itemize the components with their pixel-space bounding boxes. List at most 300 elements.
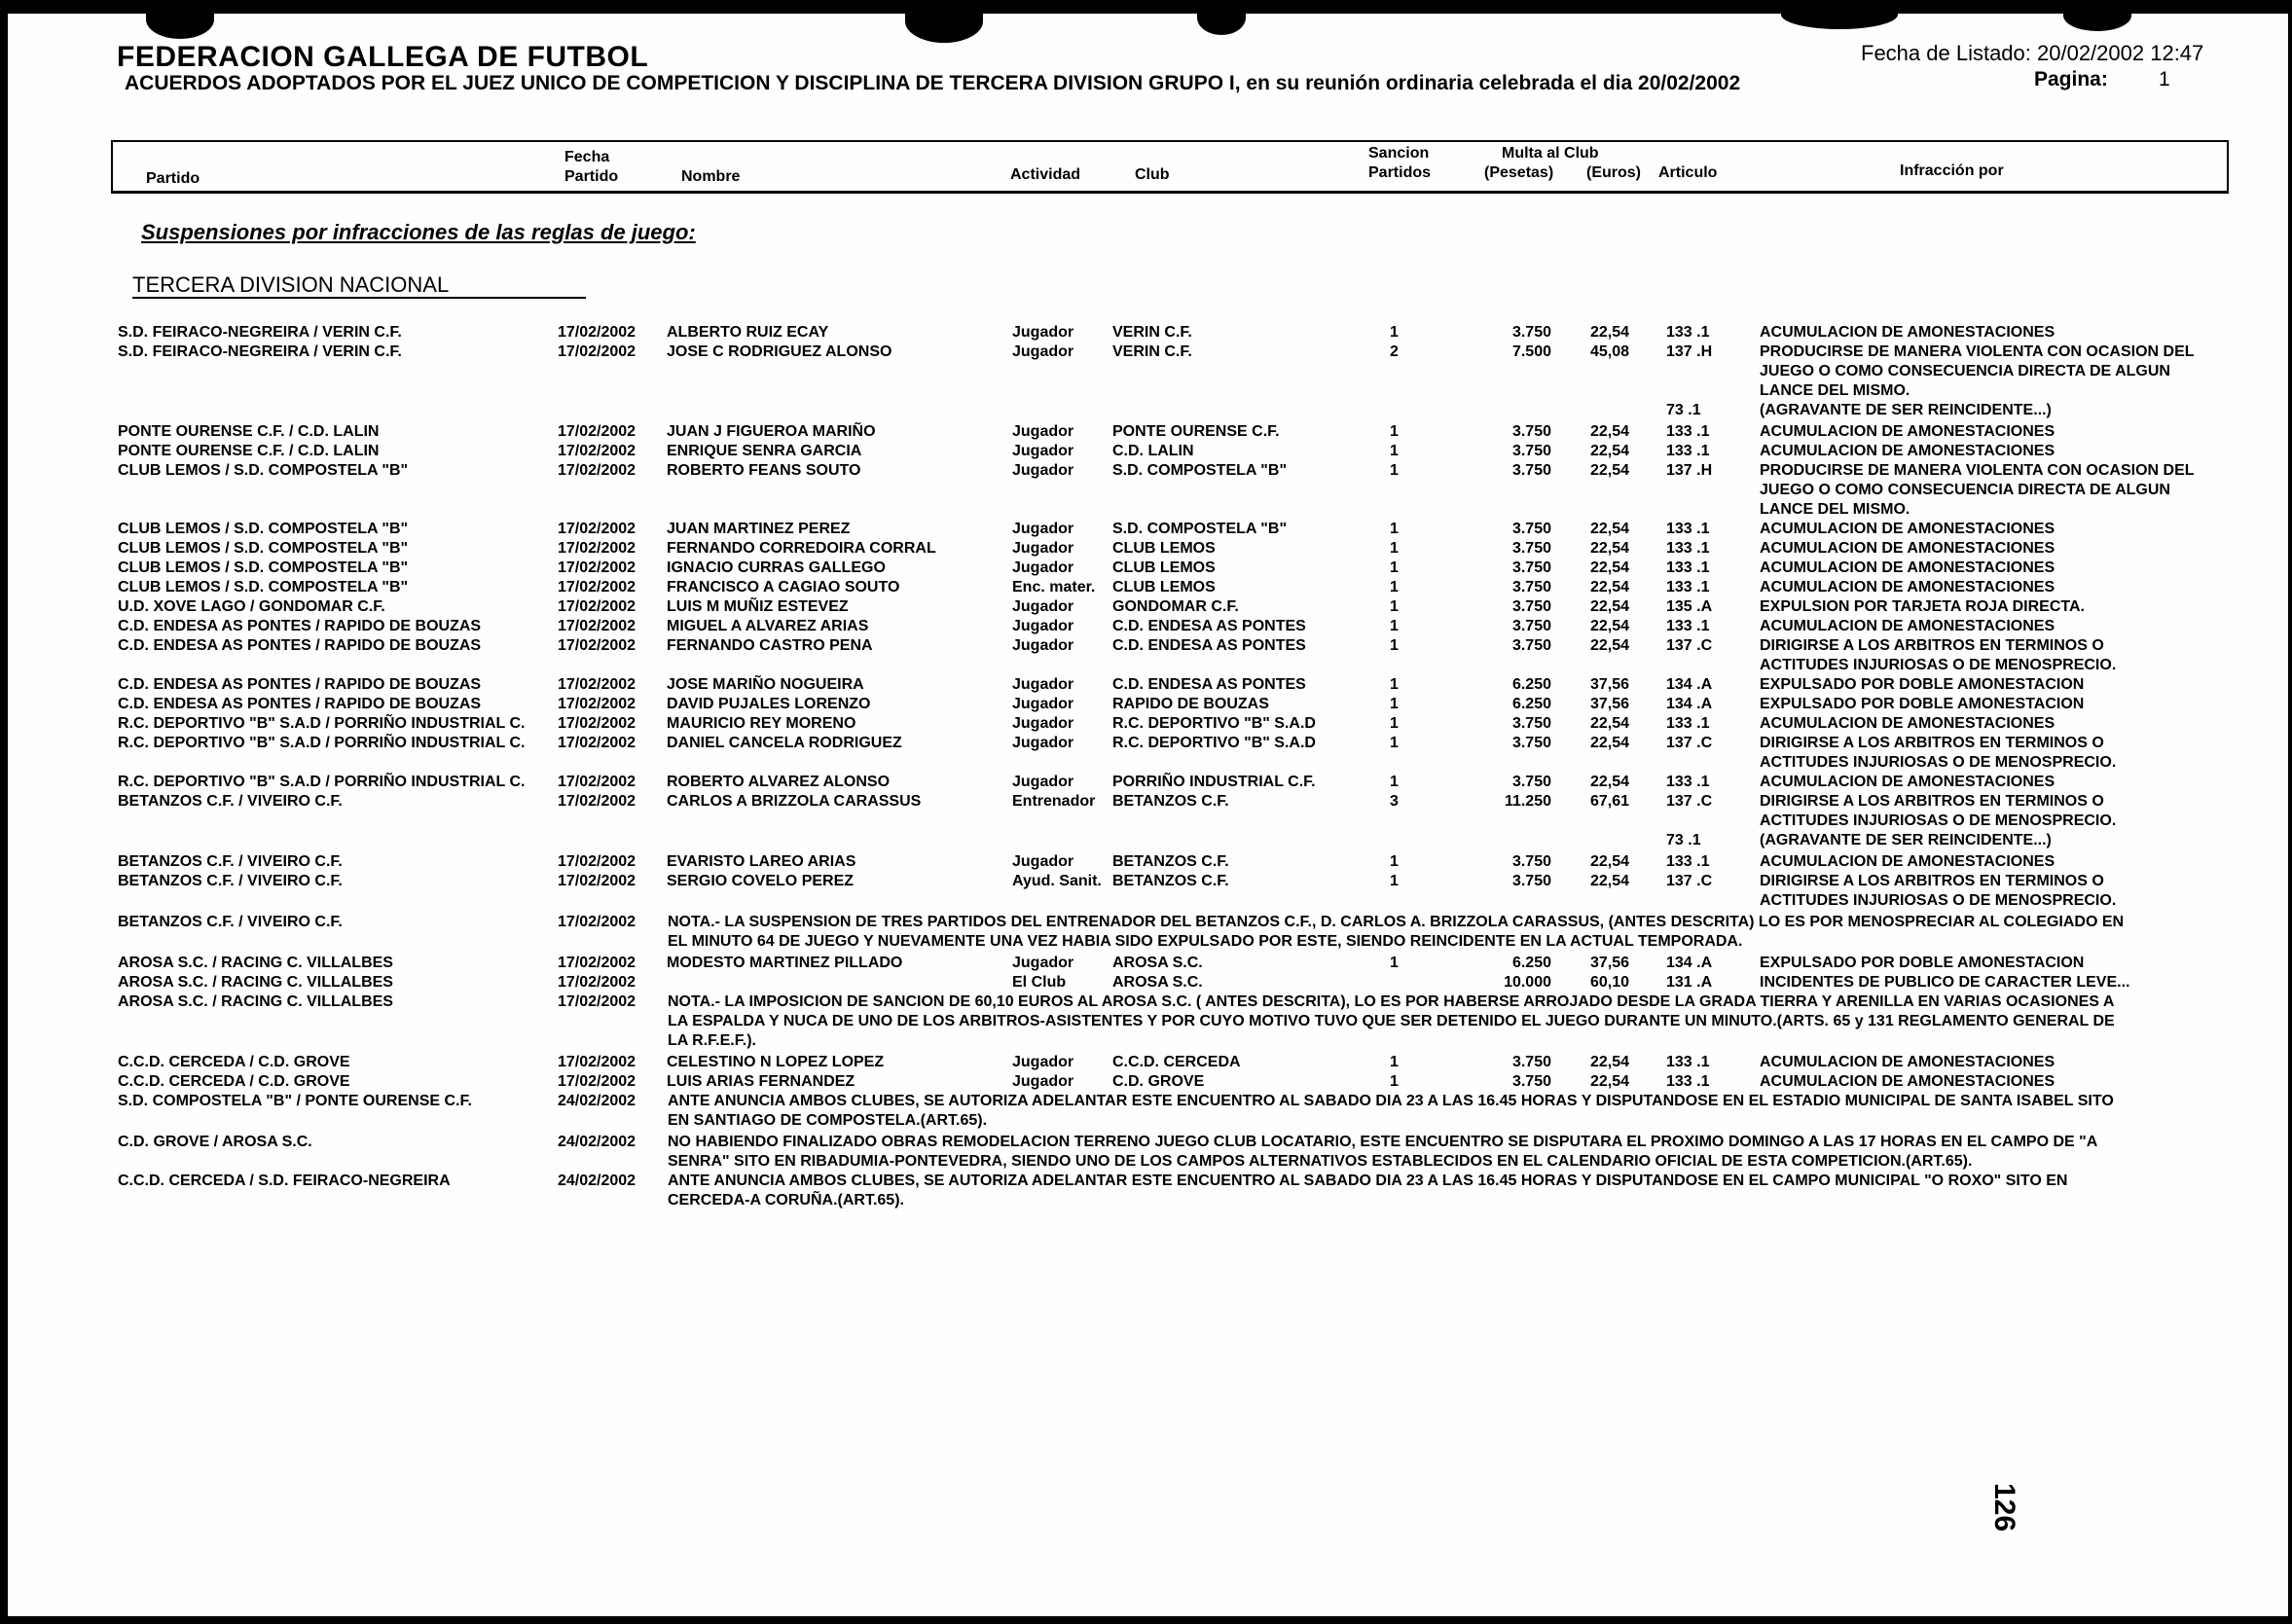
club-cell: C.C.D. CERCEDA xyxy=(1112,1054,1241,1070)
table-row xyxy=(0,520,2292,539)
note-cell: CERCEDA-A CORUÑA.(ART.65). xyxy=(668,1192,904,1209)
table-row xyxy=(0,954,2292,973)
fine-euros-cell: 22,54 xyxy=(1589,715,1629,732)
suspension-cell: 1 xyxy=(1390,853,1399,870)
page-number: 1 xyxy=(2159,68,2170,90)
club-cell: C.D. ENDESA AS PONTES xyxy=(1112,676,1306,693)
match-date-cell: 17/02/2002 xyxy=(558,462,637,479)
table-row xyxy=(0,932,2292,952)
col-articulo: Articulo xyxy=(1658,164,1718,181)
infraction-cell: EXPULSADO POR DOBLE AMONESTACION xyxy=(1760,676,2085,693)
table-row xyxy=(0,461,2292,481)
fine-pesetas-cell: 3.750 xyxy=(1511,324,1551,341)
infraction-cell: (AGRAVANTE DE SER REINCIDENTE...) xyxy=(1760,832,2052,848)
suspension-cell: 1 xyxy=(1390,559,1399,576)
activity-cell: Jugador xyxy=(1012,540,1074,557)
name-cell: CELESTINO N LOPEZ LOPEZ xyxy=(667,1054,885,1070)
note-cell: SENRA" SITO EN RIBADUMIA-PONTEVEDRA, SIENDO UNO DE LOS CAMPOS ALTERNATIVOS ESTABLECIDOS EN EL CALENDARIO OFICIAL DE ESTA COMPETICION.(ART.65). xyxy=(668,1153,1973,1170)
match-cell: AROSA S.C. / RACING C. VILLALBES xyxy=(118,955,393,971)
infraction-cell: DIRIGIRSE A LOS ARBITROS EN TERMINOS O xyxy=(1760,793,2104,810)
match-date-cell: 17/02/2002 xyxy=(558,793,637,810)
col-nombre: Nombre xyxy=(681,168,741,185)
table-row xyxy=(0,695,2292,714)
match-date-cell: 17/02/2002 xyxy=(558,324,637,341)
suspension-cell: 1 xyxy=(1390,521,1399,537)
table-row xyxy=(0,559,2292,578)
col-sancion-line1: Sancion xyxy=(1368,145,1430,162)
fine-euros-cell: 37,56 xyxy=(1589,955,1629,971)
infraction-cell: ACUMULACION DE AMONESTACIONES xyxy=(1760,579,2056,595)
article-cell: 137 .C xyxy=(1666,637,1713,654)
fine-pesetas-cell: 3.750 xyxy=(1511,579,1551,595)
note-cell: NOTA.- LA SUSPENSION DE TRES PARTIDOS DEL ENTRENADOR DEL BETANZOS C.F., D. CARLOS A. BRIZZOLA CARASSUS, (ANTES DESCRITA) LO ES POR MENOSPRECIAR AL COLEGIADO EN xyxy=(668,914,2125,930)
suspension-cell: 2 xyxy=(1390,343,1399,360)
activity-cell: Jugador xyxy=(1012,853,1074,870)
stamp-number: 126 xyxy=(1988,1483,2020,1533)
club-cell: C.D. ENDESA AS PONTES xyxy=(1112,637,1306,654)
table-row xyxy=(0,792,2292,812)
club-cell: VERIN C.F. xyxy=(1112,324,1192,341)
infraction-cell: ACUMULACION DE AMONESTACIONES xyxy=(1760,423,2056,440)
activity-cell: Jugador xyxy=(1012,462,1074,479)
fine-pesetas-cell: 3.750 xyxy=(1511,1054,1551,1070)
name-cell: MAURICIO REY MORENO xyxy=(667,715,856,732)
table-row xyxy=(0,578,2292,597)
match-date-cell: 17/02/2002 xyxy=(558,735,637,751)
match-date-cell: 17/02/2002 xyxy=(558,955,637,971)
fine-euros-cell: 22,54 xyxy=(1589,579,1629,595)
match-cell: BETANZOS C.F. / VIVEIRO C.F. xyxy=(118,793,343,810)
infraction-cell: ACUMULACION DE AMONESTACIONES xyxy=(1760,774,2056,790)
note-cell: ANTE ANUNCIA AMBOS CLUBES, SE AUTORIZA ADELANTAR ESTE ENCUENTRO AL SABADO DIA 23 A LAS 16.45 HORAS Y DISPUTANDOSE EN EL ESTADIO MUNICIPAL DE SANTA ISABEL SITO xyxy=(668,1093,2114,1109)
suspension-cell: 1 xyxy=(1390,637,1399,654)
infraction-cell: ACTITUDES INJURIOSAS O DE MENOSPRECIO. xyxy=(1760,754,2117,771)
article-cell: 133 .1 xyxy=(1666,579,1710,595)
article-cell: 73 .1 xyxy=(1666,402,1701,418)
match-cell: S.D. FEIRACO-NEGREIRA / VERIN C.F. xyxy=(118,343,402,360)
table-row xyxy=(0,597,2292,617)
name-cell: IGNACIO CURRAS GALLEGO xyxy=(667,559,886,576)
col-sancion-line2: Partidos xyxy=(1368,164,1432,181)
club-cell: S.D. COMPOSTELA "B" xyxy=(1112,521,1288,537)
scan-blot xyxy=(1781,0,1898,29)
table-row xyxy=(0,343,2292,362)
infraction-cell: ACUMULACION DE AMONESTACIONES xyxy=(1760,443,2056,459)
fine-pesetas-cell: 6.250 xyxy=(1511,676,1551,693)
infraction-cell: ACUMULACION DE AMONESTACIONES xyxy=(1760,559,2056,576)
page-label: Pagina: xyxy=(2034,68,2108,90)
fine-euros-cell: 37,56 xyxy=(1589,696,1629,712)
infraction-cell: LANCE DEL MISMO. xyxy=(1760,501,1910,518)
suspension-cell: 1 xyxy=(1390,324,1399,341)
match-cell: CLUB LEMOS / S.D. COMPOSTELA "B" xyxy=(118,462,409,479)
match-date-cell: 24/02/2002 xyxy=(558,1173,637,1189)
suspension-cell: 1 xyxy=(1390,618,1399,634)
suspension-cell: 3 xyxy=(1390,793,1399,810)
article-cell: 137 .H xyxy=(1666,343,1713,360)
article-cell: 133 .1 xyxy=(1666,521,1710,537)
table-row xyxy=(0,1053,2292,1072)
table-row xyxy=(0,913,2292,932)
suspension-cell: 1 xyxy=(1390,462,1399,479)
table-row xyxy=(0,656,2292,675)
match-cell: AROSA S.C. / RACING C. VILLALBES xyxy=(118,974,393,991)
scan-edge-top xyxy=(0,0,2292,14)
table-row xyxy=(0,1012,2292,1031)
club-cell: CLUB LEMOS xyxy=(1112,540,1216,557)
table-row xyxy=(0,1191,2292,1210)
activity-cell: Jugador xyxy=(1012,715,1074,732)
scan-blot xyxy=(146,0,214,39)
note-cell: EN SANTIAGO DE COMPOSTELA.(ART.65). xyxy=(668,1112,988,1129)
name-cell: FERNANDO CASTRO PENA xyxy=(667,637,873,654)
match-cell: R.C. DEPORTIVO "B" S.A.D / PORRIÑO INDUSTRIAL C. xyxy=(118,774,526,790)
fine-pesetas-cell: 3.750 xyxy=(1511,774,1551,790)
club-cell: R.C. DEPORTIVO "B" S.A.D xyxy=(1112,715,1316,732)
club-cell: S.D. COMPOSTELA "B" xyxy=(1112,462,1288,479)
activity-cell: Jugador xyxy=(1012,637,1074,654)
infraction-cell: ACTITUDES INJURIOSAS O DE MENOSPRECIO. xyxy=(1760,812,2117,829)
fine-pesetas-cell: 10.000 xyxy=(1504,974,1551,991)
article-cell: 135 .A xyxy=(1666,598,1713,615)
article-cell: 133 .1 xyxy=(1666,853,1710,870)
article-cell: 131 .A xyxy=(1666,974,1713,991)
match-cell: BETANZOS C.F. / VIVEIRO C.F. xyxy=(118,873,343,889)
article-cell: 137 .C xyxy=(1666,873,1713,889)
match-cell: C.C.D. CERCEDA / S.D. FEIRACO-NEGREIRA xyxy=(118,1173,451,1189)
match-cell: BETANZOS C.F. / VIVEIRO C.F. xyxy=(118,914,343,930)
fine-pesetas-cell: 3.750 xyxy=(1511,559,1551,576)
fine-pesetas-cell: 3.750 xyxy=(1511,598,1551,615)
club-cell: CLUB LEMOS xyxy=(1112,579,1216,595)
activity-cell: Jugador xyxy=(1012,696,1074,712)
suspension-cell: 1 xyxy=(1390,540,1399,557)
note-cell: EL MINUTO 64 DE JUEGO Y NUEVAMENTE UNA VEZ HABIA SIDO EXPULSADO POR ESTE, SIENDO REINCIDENTE EN LA ACTUAL TEMPORADA. xyxy=(668,933,1743,950)
activity-cell: El Club xyxy=(1012,974,1067,991)
club-cell: RAPIDO DE BOUZAS xyxy=(1112,696,1269,712)
match-date-cell: 17/02/2002 xyxy=(558,343,637,360)
suspension-cell: 1 xyxy=(1390,715,1399,732)
match-cell: S.D. COMPOSTELA "B" / PONTE OURENSE C.F. xyxy=(118,1093,472,1109)
match-cell: AROSA S.C. / RACING C. VILLALBES xyxy=(118,993,393,1010)
table-row xyxy=(0,852,2292,872)
infraction-cell: ACUMULACION DE AMONESTACIONES xyxy=(1760,618,2056,634)
infraction-cell: ACUMULACION DE AMONESTACIONES xyxy=(1760,521,2056,537)
activity-cell: Jugador xyxy=(1012,324,1074,341)
infraction-cell: EXPULSION POR TARJETA ROJA DIRECTA. xyxy=(1760,598,2085,615)
table-row xyxy=(0,1072,2292,1092)
table-row xyxy=(0,1031,2292,1051)
infraction-cell: EXPULSADO POR DOBLE AMONESTACION xyxy=(1760,955,2085,971)
table-row xyxy=(0,422,2292,442)
fine-pesetas-cell: 3.750 xyxy=(1511,715,1551,732)
suspension-cell: 1 xyxy=(1390,676,1399,693)
table-row xyxy=(0,714,2292,734)
fine-euros-cell: 22,54 xyxy=(1589,774,1629,790)
table-row xyxy=(0,381,2292,401)
fine-euros-cell: 22,54 xyxy=(1589,443,1629,459)
fine-pesetas-cell: 3.750 xyxy=(1511,873,1551,889)
scan-blot xyxy=(1197,0,1246,35)
col-actividad: Actividad xyxy=(1010,166,1081,183)
club-cell: C.D. LALIN xyxy=(1112,443,1194,459)
infraction-cell: ACUMULACION DE AMONESTACIONES xyxy=(1760,715,2056,732)
match-cell: C.D. ENDESA AS PONTES / RAPIDO DE BOUZAS xyxy=(118,676,482,693)
infraction-cell: ACUMULACION DE AMONESTACIONES xyxy=(1760,1073,2056,1090)
table-row xyxy=(0,1172,2292,1191)
article-cell: 133 .1 xyxy=(1666,1073,1710,1090)
infraction-cell: LANCE DEL MISMO. xyxy=(1760,382,1910,399)
note-cell: ANTE ANUNCIA AMBOS CLUBES, SE AUTORIZA ADELANTAR ESTE ENCUENTRO AL SABADO DIA 23 A LAS 16.45 HORAS Y DISPUTANDOSE EN EL CAMPO MUNICIPAL "O ROXO" SITO EN xyxy=(668,1173,2068,1189)
table-row xyxy=(0,617,2292,636)
fine-euros-cell: 22,54 xyxy=(1589,1073,1629,1090)
fine-pesetas-cell: 3.750 xyxy=(1511,618,1551,634)
infraction-cell: PRODUCIRSE DE MANERA VIOLENTA CON OCASION DEL xyxy=(1760,462,2195,479)
name-cell: JUAN J FIGUEROA MARIÑO xyxy=(667,423,876,440)
name-cell: ENRIQUE SENRA GARCIA xyxy=(667,443,862,459)
match-date-cell: 17/02/2002 xyxy=(558,637,637,654)
fine-euros-cell: 22,54 xyxy=(1589,853,1629,870)
match-cell: C.C.D. CERCEDA / C.D. GROVE xyxy=(118,1073,350,1090)
infraction-cell: PRODUCIRSE DE MANERA VIOLENTA CON OCASION DEL xyxy=(1760,343,2195,360)
fine-euros-cell: 22,54 xyxy=(1589,618,1629,634)
match-cell: C.C.D. CERCEDA / C.D. GROVE xyxy=(118,1054,350,1070)
activity-cell: Jugador xyxy=(1012,443,1074,459)
name-cell: MODESTO MARTINEZ PILLADO xyxy=(667,955,903,971)
table-row xyxy=(0,323,2292,343)
match-cell: PONTE OURENSE C.F. / C.D. LALIN xyxy=(118,443,380,459)
fine-pesetas-cell: 11.250 xyxy=(1504,793,1551,810)
club-cell: BETANZOS C.F. xyxy=(1112,853,1229,870)
match-cell: BETANZOS C.F. / VIVEIRO C.F. xyxy=(118,853,343,870)
match-cell: CLUB LEMOS / S.D. COMPOSTELA "B" xyxy=(118,579,409,595)
fine-euros-cell: 22,54 xyxy=(1589,521,1629,537)
suspension-cell: 1 xyxy=(1390,598,1399,615)
match-date-cell: 17/02/2002 xyxy=(558,853,637,870)
match-date-cell: 17/02/2002 xyxy=(558,559,637,576)
activity-cell: Jugador xyxy=(1012,1054,1074,1070)
fine-euros-cell: 22,54 xyxy=(1589,735,1629,751)
name-cell: LUIS M MUÑIZ ESTEVEZ xyxy=(667,598,849,615)
name-cell: FERNANDO CORREDOIRA CORRAL xyxy=(667,540,936,557)
activity-cell: Jugador xyxy=(1012,955,1074,971)
suspension-cell: 1 xyxy=(1390,955,1399,971)
fine-euros-cell: 67,61 xyxy=(1589,793,1629,810)
match-date-cell: 17/02/2002 xyxy=(558,423,637,440)
infraction-cell: EXPULSADO POR DOBLE AMONESTACION xyxy=(1760,696,2085,712)
scan-blot xyxy=(2063,0,2131,31)
table-row xyxy=(0,831,2292,850)
match-date-cell: 17/02/2002 xyxy=(558,974,637,991)
table-row xyxy=(0,362,2292,381)
club-cell: CLUB LEMOS xyxy=(1112,559,1216,576)
suspension-cell: 1 xyxy=(1390,696,1399,712)
article-cell: 134 .A xyxy=(1666,676,1713,693)
table-row xyxy=(0,734,2292,753)
match-date-cell: 17/02/2002 xyxy=(558,873,637,889)
infraction-cell: ACUMULACION DE AMONESTACIONES xyxy=(1760,540,2056,557)
club-cell: C.D. ENDESA AS PONTES xyxy=(1112,618,1306,634)
fine-euros-cell: 22,54 xyxy=(1589,324,1629,341)
club-cell: AROSA S.C. xyxy=(1112,955,1203,971)
match-cell: C.D. GROVE / AROSA S.C. xyxy=(118,1134,312,1150)
article-cell: 73 .1 xyxy=(1666,832,1701,848)
article-cell: 133 .1 xyxy=(1666,715,1710,732)
match-cell: R.C. DEPORTIVO "B" S.A.D / PORRIÑO INDUSTRIAL C. xyxy=(118,735,526,751)
fine-pesetas-cell: 7.500 xyxy=(1511,343,1551,360)
activity-cell: Jugador xyxy=(1012,559,1074,576)
name-cell: EVARISTO LAREO ARIAS xyxy=(667,853,856,870)
activity-cell: Jugador xyxy=(1012,343,1074,360)
name-cell: JOSE C RODRIGUEZ ALONSO xyxy=(667,343,892,360)
match-cell: C.D. ENDESA AS PONTES / RAPIDO DE BOUZAS xyxy=(118,618,482,634)
table-row xyxy=(0,1092,2292,1111)
col-infraccion: Infracción por xyxy=(1900,162,2004,179)
match-date-cell: 17/02/2002 xyxy=(558,618,637,634)
document-title: FEDERACION GALLEGA DE FUTBOL xyxy=(117,41,649,73)
fine-pesetas-cell: 3.750 xyxy=(1511,540,1551,557)
match-date-cell: 17/02/2002 xyxy=(558,1054,637,1070)
fine-pesetas-cell: 3.750 xyxy=(1511,443,1551,459)
fine-euros-cell: 22,54 xyxy=(1589,637,1629,654)
infraction-cell: ACUMULACION DE AMONESTACIONES xyxy=(1760,324,2056,341)
match-cell: R.C. DEPORTIVO "B" S.A.D / PORRIÑO INDUSTRIAL C. xyxy=(118,715,526,732)
fine-euros-cell: 60,10 xyxy=(1589,974,1629,991)
match-date-cell: 17/02/2002 xyxy=(558,715,637,732)
infraction-cell: INCIDENTES DE PUBLICO DE CARACTER LEVE... xyxy=(1760,974,2130,991)
suspension-cell: 1 xyxy=(1390,1073,1399,1090)
club-cell: C.D. GROVE xyxy=(1112,1073,1205,1090)
activity-cell: Jugador xyxy=(1012,618,1074,634)
table-row xyxy=(0,1152,2292,1172)
fine-pesetas-cell: 3.750 xyxy=(1511,853,1551,870)
name-cell: FRANCISCO A CAGIAO SOUTO xyxy=(667,579,900,595)
table-row xyxy=(0,992,2292,1012)
infraction-cell: DIRIGIRSE A LOS ARBITROS EN TERMINOS O xyxy=(1760,873,2104,889)
match-date-cell: 24/02/2002 xyxy=(558,1093,637,1109)
table-row xyxy=(0,636,2292,656)
activity-cell: Enc. mater. xyxy=(1012,579,1096,595)
fine-euros-cell: 22,54 xyxy=(1589,540,1629,557)
activity-cell: Entrenador xyxy=(1012,793,1096,810)
division-heading: TERCERA DIVISION NACIONAL xyxy=(132,272,450,297)
suspension-cell: 1 xyxy=(1390,1054,1399,1070)
col-partido: Partido xyxy=(146,170,200,187)
article-cell: 133 .1 xyxy=(1666,774,1710,790)
infraction-cell: DIRIGIRSE A LOS ARBITROS EN TERMINOS O xyxy=(1760,735,2104,751)
fine-euros-cell: 45,08 xyxy=(1589,343,1629,360)
col-multa: Multa al Club xyxy=(1502,145,1599,162)
activity-cell: Ayud. Sanit. xyxy=(1012,873,1102,889)
name-cell: ALBERTO RUIZ ECAY xyxy=(667,324,829,341)
fine-pesetas-cell: 3.750 xyxy=(1511,1073,1551,1090)
suspension-cell: 1 xyxy=(1390,735,1399,751)
table-row xyxy=(0,401,2292,420)
col-fecha-line1: Fecha xyxy=(564,149,610,165)
article-cell: 134 .A xyxy=(1666,696,1713,712)
name-cell: DAVID PUJALES LORENZO xyxy=(667,696,871,712)
col-fecha-line2: Partido xyxy=(564,168,619,185)
section-heading: Suspensiones por infracciones de las reglas de juego: xyxy=(141,220,696,244)
note-cell: NOTA.- LA IMPOSICION DE SANCION DE 60,10 EUROS AL AROSA S.C. ( ANTES DESCRITA), LO ES POR HABERSE ARROJADO DESDE LA GRADA TIERRA Y ARENILLA EN VARIAS OCASIONES A xyxy=(668,993,2115,1010)
table-row xyxy=(0,891,2292,911)
infraction-cell: JUEGO O COMO CONSECUENCIA DIRECTA DE ALGUN xyxy=(1760,482,2170,498)
name-cell: MIGUEL A ALVAREZ ARIAS xyxy=(667,618,869,634)
infraction-cell: DIRIGIRSE A LOS ARBITROS EN TERMINOS O xyxy=(1760,637,2104,654)
match-date-cell: 17/02/2002 xyxy=(558,521,637,537)
club-cell: GONDOMAR C.F. xyxy=(1112,598,1239,615)
name-cell: CARLOS A BRIZZOLA CARASSUS xyxy=(667,793,922,810)
match-date-cell: 17/02/2002 xyxy=(558,676,637,693)
club-cell: PONTE OURENSE C.F. xyxy=(1112,423,1280,440)
article-cell: 133 .1 xyxy=(1666,423,1710,440)
activity-cell: Jugador xyxy=(1012,774,1074,790)
table-row xyxy=(0,500,2292,520)
activity-cell: Jugador xyxy=(1012,676,1074,693)
article-cell: 137 .C xyxy=(1666,735,1713,751)
col-euros: (Euros) xyxy=(1586,164,1641,181)
scan-blot xyxy=(905,0,983,43)
fine-pesetas-cell: 3.750 xyxy=(1511,423,1551,440)
fine-pesetas-cell: 3.750 xyxy=(1511,462,1551,479)
match-cell: C.D. ENDESA AS PONTES / RAPIDO DE BOUZAS xyxy=(118,637,482,654)
fine-euros-cell: 22,54 xyxy=(1589,462,1629,479)
division-underline xyxy=(132,297,586,299)
match-cell: S.D. FEIRACO-NEGREIRA / VERIN C.F. xyxy=(118,324,402,341)
name-cell: DANIEL CANCELA RODRIGUEZ xyxy=(667,735,902,751)
fine-euros-cell: 22,54 xyxy=(1589,423,1629,440)
infraction-cell: JUEGO O COMO CONSECUENCIA DIRECTA DE ALGUN xyxy=(1760,363,2170,379)
match-cell: CLUB LEMOS / S.D. COMPOSTELA "B" xyxy=(118,521,409,537)
club-cell: R.C. DEPORTIVO "B" S.A.D xyxy=(1112,735,1316,751)
article-cell: 133 .1 xyxy=(1666,1054,1710,1070)
note-cell: LA ESPALDA Y NUCA DE UNO DE LOS ARBITROS-ASISTENTES Y POR CUYO MOTIVO TUVO QUE SER DETENIDO EL JUEGO DURANTE UN MINUTO.(ARTS. 65 y 131 REGLAMENTO GENERAL DE xyxy=(668,1013,2115,1029)
activity-cell: Jugador xyxy=(1012,521,1074,537)
name-cell: ROBERTO ALVAREZ ALONSO xyxy=(667,774,891,790)
table-row xyxy=(0,1111,2292,1131)
note-cell: LA R.F.E.F.). xyxy=(668,1032,756,1049)
match-date-cell: 17/02/2002 xyxy=(558,579,637,595)
fine-pesetas-cell: 3.750 xyxy=(1511,521,1551,537)
fine-euros-cell: 22,54 xyxy=(1589,1054,1629,1070)
match-cell: CLUB LEMOS / S.D. COMPOSTELA "B" xyxy=(118,540,409,557)
suspension-cell: 1 xyxy=(1390,423,1399,440)
fine-euros-cell: 22,54 xyxy=(1589,598,1629,615)
fine-pesetas-cell: 3.750 xyxy=(1511,637,1551,654)
table-row xyxy=(0,539,2292,559)
listing-date: Fecha de Listado: 20/02/2002 12:47 xyxy=(1861,41,2204,65)
name-cell: ROBERTO FEANS SOUTO xyxy=(667,462,861,479)
match-date-cell: 17/02/2002 xyxy=(558,914,637,930)
activity-cell: Jugador xyxy=(1012,423,1074,440)
name-cell: JOSE MARIÑO NOGUEIRA xyxy=(667,676,864,693)
match-date-cell: 17/02/2002 xyxy=(558,774,637,790)
match-cell: CLUB LEMOS / S.D. COMPOSTELA "B" xyxy=(118,559,409,576)
fine-pesetas-cell: 6.250 xyxy=(1511,955,1551,971)
article-cell: 133 .1 xyxy=(1666,559,1710,576)
table-row xyxy=(0,442,2292,461)
match-cell: U.D. XOVE LAGO / GONDOMAR C.F. xyxy=(118,598,385,615)
table-row xyxy=(0,872,2292,891)
activity-cell: Jugador xyxy=(1012,1073,1074,1090)
match-date-cell: 24/02/2002 xyxy=(558,1134,637,1150)
article-cell: 133 .1 xyxy=(1666,324,1710,341)
match-cell: PONTE OURENSE C.F. / C.D. LALIN xyxy=(118,423,380,440)
match-date-cell: 17/02/2002 xyxy=(558,540,637,557)
match-date-cell: 17/02/2002 xyxy=(558,443,637,459)
suspension-cell: 1 xyxy=(1390,774,1399,790)
match-date-cell: 17/02/2002 xyxy=(558,598,637,615)
